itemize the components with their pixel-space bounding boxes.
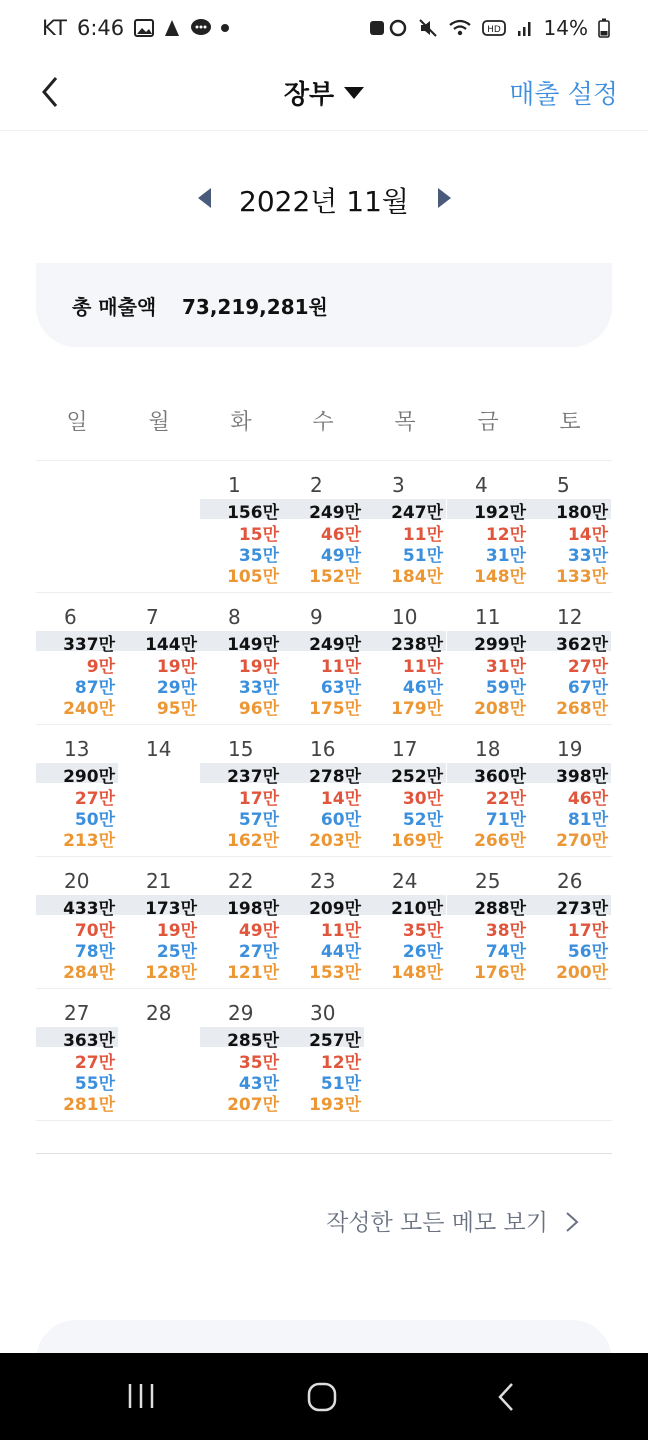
blue-amount: 87만: [74, 678, 115, 698]
calendar-day-cell[interactable]: [36, 857, 118, 988]
daily-sales-amount: 249만: [309, 635, 361, 655]
image-icon: [134, 19, 154, 37]
calendar-day-cell[interactable]: [118, 593, 200, 724]
orange-amount: 200만: [556, 963, 608, 983]
red-amount: 27만: [74, 1053, 115, 1073]
weekday-mon: 월: [148, 410, 170, 435]
orange-amount: 268만: [556, 699, 608, 719]
red-amount: 35만: [402, 921, 443, 941]
daily-sales-amount: 278만: [309, 767, 361, 787]
day-number: 20: [64, 869, 90, 893]
orange-amount: 213만: [63, 831, 115, 851]
orange-amount: 270만: [556, 831, 608, 851]
daily-sales-amount: 257만: [309, 1031, 361, 1051]
blue-amount: 35만: [238, 546, 279, 566]
blue-amount: 51만: [402, 546, 443, 566]
day-number: 23: [310, 869, 336, 893]
month-navigator: [0, 172, 648, 222]
calendar-grid: [36, 461, 612, 1121]
daily-sales-amount: 290만: [63, 767, 115, 787]
daily-sales-amount: 144만: [145, 635, 197, 655]
signal-icon: [516, 19, 534, 37]
day-number: 13: [64, 737, 90, 761]
blue-amount: 44만: [320, 942, 361, 962]
calendar-day-cell: [118, 461, 200, 592]
calendar-day-cell[interactable]: [447, 461, 529, 592]
blue-amount: 31만: [485, 546, 526, 566]
day-number: 1: [228, 473, 241, 497]
calendar-day-cell[interactable]: [529, 857, 611, 988]
orange-amount: 203만: [309, 831, 361, 851]
day-number: 21: [146, 869, 172, 893]
red-amount: 12만: [320, 1053, 361, 1073]
blue-amount: 57만: [238, 810, 279, 830]
calendar-day-cell[interactable]: [447, 725, 529, 856]
day-number: 25: [475, 869, 501, 893]
orange-amount: 148만: [474, 567, 526, 587]
orange-amount: 95만: [156, 699, 197, 719]
red-amount: 17만: [238, 789, 279, 809]
blue-amount: 33만: [567, 546, 608, 566]
red-amount: 9만: [86, 657, 115, 677]
daily-sales-amount: 299만: [474, 635, 526, 655]
daily-sales-amount: 237만: [227, 767, 279, 787]
calendar-week-row: [36, 461, 612, 593]
calendar-day-cell[interactable]: [282, 857, 364, 988]
clock: 6:46: [76, 16, 125, 40]
calendar-day-cell[interactable]: [529, 461, 611, 592]
orange-amount: 152만: [309, 567, 361, 587]
svg-text:HD: HD: [486, 25, 501, 35]
orange-amount: 207만: [227, 1095, 279, 1115]
alarm-icon: [368, 18, 408, 38]
orange-amount: 148만: [391, 963, 443, 983]
calendar-day-cell[interactable]: [118, 857, 200, 988]
total-sales-label: 총 매출액: [72, 295, 157, 319]
status-left: [42, 16, 230, 40]
red-amount: 15만: [238, 525, 279, 545]
daily-sales-amount: 273만: [556, 899, 608, 919]
calendar-day-cell[interactable]: [118, 989, 200, 1120]
recent-apps-icon[interactable]: [126, 1381, 156, 1411]
calendar-day-cell[interactable]: [447, 593, 529, 724]
orange-amount: 193만: [309, 1095, 361, 1115]
status-bar: [0, 0, 648, 58]
status-right: [368, 16, 610, 40]
daily-sales-amount: 173만: [145, 899, 197, 919]
blue-amount: 74만: [485, 942, 526, 962]
day-number: 30: [310, 1001, 336, 1025]
calendar-week-row: [36, 857, 612, 989]
total-sales-card: [36, 263, 612, 347]
day-number: 6: [64, 605, 77, 629]
calendar-day-cell[interactable]: [364, 593, 446, 724]
blue-amount: 78만: [74, 942, 115, 962]
red-amount: 38만: [485, 921, 526, 941]
carrier: KT: [42, 16, 67, 40]
calendar-day-cell: [529, 989, 611, 1120]
daily-sales-amount: 149만: [227, 635, 279, 655]
red-amount: 46만: [567, 789, 608, 809]
red-amount: 11만: [320, 657, 361, 677]
day-number: 17: [392, 737, 418, 761]
daily-sales-amount: 252만: [391, 767, 443, 787]
day-number: 3: [392, 473, 405, 497]
red-amount: 14만: [567, 525, 608, 545]
red-amount: 12만: [485, 525, 526, 545]
sales-settings-button[interactable]: 매출 설정: [509, 80, 618, 110]
calendar-day-cell: [364, 989, 446, 1120]
next-month-arrow-icon[interactable]: [438, 188, 451, 208]
calendar-day-cell[interactable]: [282, 725, 364, 856]
calendar-day-cell[interactable]: [282, 989, 364, 1120]
daily-sales-amount: 285만: [227, 1031, 279, 1051]
hd-icon: [482, 19, 506, 37]
calendar-day-cell[interactable]: [200, 593, 282, 724]
chevron-right-icon: [564, 1210, 580, 1234]
red-amount: 49만: [238, 921, 279, 941]
day-number: 10: [392, 605, 418, 629]
back-icon[interactable]: [494, 1381, 518, 1413]
calendar-day-cell[interactable]: [282, 593, 364, 724]
total-sales-value: 73,219,281원: [182, 295, 328, 319]
app-icon: [162, 18, 182, 38]
red-amount: 11만: [402, 525, 443, 545]
orange-amount: 284만: [63, 963, 115, 983]
calendar-day-cell[interactable]: [364, 461, 446, 592]
month-label: 2022년 11월: [239, 185, 409, 218]
calendar-week-row: [36, 593, 612, 725]
daily-sales-amount: 288만: [474, 899, 526, 919]
blue-amount: 50만: [74, 810, 115, 830]
section-divider: [36, 1153, 612, 1154]
calendar-day-cell[interactable]: [200, 461, 282, 592]
calendar-day-cell: [36, 461, 118, 592]
day-number: 9: [310, 605, 323, 629]
red-amount: 31만: [485, 657, 526, 677]
blue-amount: 46만: [402, 678, 443, 698]
calendar-day-cell: [447, 989, 529, 1120]
dot-icon: [220, 23, 230, 33]
red-amount: 70만: [74, 921, 115, 941]
orange-amount: 184만: [391, 567, 443, 587]
calendar-day-cell[interactable]: [36, 593, 118, 724]
blue-amount: 51만: [320, 1074, 361, 1094]
calendar-day-cell[interactable]: [200, 857, 282, 988]
red-amount: 19만: [156, 657, 197, 677]
blue-amount: 29만: [156, 678, 197, 698]
day-number: 16: [310, 737, 336, 761]
daily-sales-amount: 192만: [474, 503, 526, 523]
blue-amount: 81만: [567, 810, 608, 830]
day-number: 5: [557, 473, 570, 497]
daily-sales-amount: 249만: [309, 503, 361, 523]
orange-amount: 121만: [227, 963, 279, 983]
red-amount: 27만: [567, 657, 608, 677]
mute-icon: [418, 18, 438, 38]
daily-sales-amount: 362만: [556, 635, 608, 655]
red-amount: 22만: [485, 789, 526, 809]
orange-amount: 105만: [227, 567, 279, 587]
calendar-day-cell[interactable]: [118, 725, 200, 856]
weekday-sun: 일: [66, 410, 88, 435]
battery-icon: [598, 18, 610, 38]
blue-amount: 43만: [238, 1074, 279, 1094]
daily-sales-amount: 398만: [556, 767, 608, 787]
blue-amount: 26만: [402, 942, 443, 962]
orange-amount: 281만: [63, 1095, 115, 1115]
day-number: 24: [392, 869, 418, 893]
blue-amount: 52만: [402, 810, 443, 830]
blue-amount: 49만: [320, 546, 361, 566]
day-number: 22: [228, 869, 254, 893]
orange-amount: 240만: [63, 699, 115, 719]
day-number: 29: [228, 1001, 254, 1025]
calendar-day-cell[interactable]: [529, 593, 611, 724]
blue-amount: 67만: [567, 678, 608, 698]
day-number: 8: [228, 605, 241, 629]
red-amount: 46만: [320, 525, 361, 545]
daily-sales-amount: 337만: [63, 635, 115, 655]
day-number: 7: [146, 605, 159, 629]
day-number: 27: [64, 1001, 90, 1025]
blue-amount: 71만: [485, 810, 526, 830]
daily-sales-amount: 360만: [474, 767, 526, 787]
calendar-day-cell[interactable]: [529, 725, 611, 856]
calendar-day-cell[interactable]: [36, 725, 118, 856]
day-number: 19: [557, 737, 583, 761]
app-bar: [0, 58, 648, 131]
weekday-wed: 수: [312, 410, 334, 435]
calendar-day-cell[interactable]: [364, 857, 446, 988]
daily-sales-amount: 209만: [309, 899, 361, 919]
weekday-header: [36, 405, 612, 441]
blue-amount: 63만: [320, 678, 361, 698]
daily-sales-amount: 433만: [63, 899, 115, 919]
blue-amount: 59만: [485, 678, 526, 698]
blue-amount: 27만: [238, 942, 279, 962]
calendar-day-cell[interactable]: [364, 725, 446, 856]
red-amount: 14만: [320, 789, 361, 809]
daily-sales-amount: 238만: [391, 635, 443, 655]
orange-amount: 162만: [227, 831, 279, 851]
red-amount: 30만: [402, 789, 443, 809]
blue-amount: 33만: [238, 678, 279, 698]
red-amount: 11만: [402, 657, 443, 677]
red-amount: 19만: [238, 657, 279, 677]
weekday-tue: 화: [230, 410, 252, 435]
day-number: 12: [557, 605, 583, 629]
orange-amount: 208만: [474, 699, 526, 719]
calendar-week-row: [36, 725, 612, 857]
blue-amount: 25만: [156, 942, 197, 962]
system-nav-bar: [0, 1353, 648, 1440]
day-number: 14: [146, 737, 172, 761]
day-number: 11: [475, 605, 501, 629]
orange-amount: 176만: [474, 963, 526, 983]
day-number: 4: [475, 473, 488, 497]
orange-amount: 133만: [556, 567, 608, 587]
day-number: 18: [475, 737, 501, 761]
calendar-day-cell[interactable]: [200, 989, 282, 1120]
daily-sales-amount: 247만: [391, 503, 443, 523]
orange-amount: 153만: [309, 963, 361, 983]
blue-amount: 60만: [320, 810, 361, 830]
home-icon[interactable]: [306, 1381, 338, 1413]
orange-amount: 175만: [309, 699, 361, 719]
weekday-sat: 토: [559, 410, 581, 435]
orange-amount: 96만: [238, 699, 279, 719]
weekday-thu: 목: [394, 410, 416, 435]
day-number: 15: [228, 737, 254, 761]
chat-icon: [190, 18, 212, 38]
page-title: 장부: [283, 80, 335, 110]
view-all-memos-label: 작성한 모든 메모 보기: [326, 1210, 548, 1236]
day-number: 2: [310, 473, 323, 497]
red-amount: 17만: [567, 921, 608, 941]
day-number: 26: [557, 869, 583, 893]
calendar-day-cell[interactable]: [200, 725, 282, 856]
daily-sales-amount: 210만: [391, 899, 443, 919]
battery-percent: 14%: [543, 16, 588, 40]
red-amount: 11만: [320, 921, 361, 941]
red-amount: 35만: [238, 1053, 279, 1073]
calendar-day-cell[interactable]: [282, 461, 364, 592]
daily-sales-amount: 198만: [227, 899, 279, 919]
weekday-fri: 금: [477, 410, 499, 435]
orange-amount: 169만: [391, 831, 443, 851]
orange-amount: 266만: [474, 831, 526, 851]
orange-amount: 128만: [145, 963, 197, 983]
daily-sales-amount: 363만: [63, 1031, 115, 1051]
red-amount: 19만: [156, 921, 197, 941]
calendar-week-row: [36, 989, 612, 1121]
day-number: 28: [146, 1001, 172, 1025]
calendar-day-cell[interactable]: [447, 857, 529, 988]
calendar-day-cell[interactable]: [36, 989, 118, 1120]
orange-amount: 179만: [391, 699, 443, 719]
caret-down-icon: [344, 87, 364, 99]
wifi-icon: [448, 18, 472, 38]
red-amount: 27만: [74, 789, 115, 809]
daily-sales-amount: 156만: [227, 503, 279, 523]
blue-amount: 55만: [74, 1074, 115, 1094]
blue-amount: 56만: [567, 942, 608, 962]
daily-sales-amount: 180만: [556, 503, 608, 523]
